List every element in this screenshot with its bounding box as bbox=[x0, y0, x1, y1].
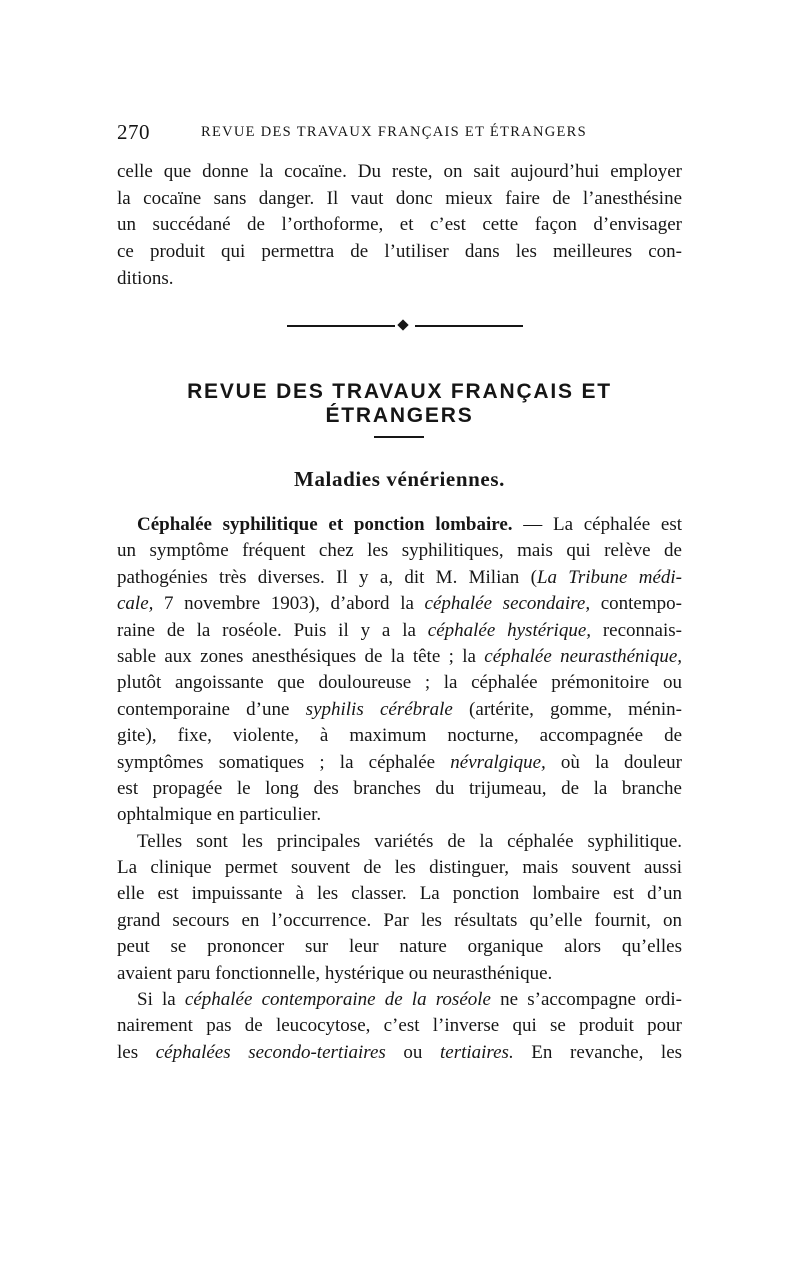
text-line: La clinique permet souvent de les distinguer, mais souvent aussi bbox=[117, 857, 682, 879]
page-number: 270 bbox=[117, 120, 150, 144]
title-rule bbox=[374, 436, 424, 438]
text-line: un succédané de l’orthoforme, et c’est cette façon d’envisager bbox=[117, 214, 682, 236]
text-line: gite), fixe, violente, à maximum nocturne, accompagnée de bbox=[117, 725, 682, 747]
text-line: raine de la roséole. Puis il y a la céphalée hystérique, reconnais- bbox=[117, 619, 682, 641]
ornament-rule-right bbox=[415, 325, 523, 327]
text-line: elle est impuissante à les classer. La ponction lombaire est d’un bbox=[117, 883, 682, 905]
running-title: REVUE DES TRAVAUX FRANÇAIS ET ÉTRANGERS bbox=[201, 124, 587, 140]
text-line: la cocaïne sans danger. Il vaut donc mieux faire de l’anesthésine bbox=[117, 187, 682, 209]
text-line: ditions. bbox=[117, 267, 174, 289]
text-line: symptômes somatiques ; la céphalée névralgique, où la douleur bbox=[117, 751, 682, 773]
text-line: ce produit qui permettra de l’utiliser dans les meilleures con- bbox=[117, 241, 682, 263]
italic-term: céphalée secondaire, bbox=[424, 593, 591, 615]
article-heading: Céphalée syphilitique et ponction lombaire. bbox=[137, 514, 513, 535]
text-line: nairement pas de leucocytose, c’est l’inverse qui se produit pour bbox=[117, 1015, 682, 1037]
text-line: grand secours en l’occurrence. Par les résultats qu’elle fournit, on bbox=[117, 909, 682, 931]
italic-term: céphalées secondo-tertiaires bbox=[155, 1041, 386, 1063]
article-body bbox=[117, 512, 682, 1066]
text-line: celle que donne la cocaïne. Du reste, on sait aujourd’hui employer bbox=[117, 161, 682, 182]
journal-title: cale, bbox=[117, 593, 154, 615]
text-line: ophtalmique en particulier. bbox=[117, 804, 322, 826]
text-line: avaient paru fonctionnelle, hystérique ou neurasthénique. bbox=[117, 962, 553, 984]
text-line: Telles sont les principales variétés de la céphalée syphilitique. bbox=[137, 830, 682, 852]
journal-title: La Tribune médi- bbox=[536, 566, 683, 588]
italic-term: névralgique, bbox=[450, 751, 546, 773]
italic-term: céphalée contemporaine de la roséole bbox=[184, 989, 491, 1011]
running-head bbox=[117, 120, 682, 144]
diamond-ornament-icon bbox=[397, 319, 408, 330]
section-subtitle: Maladies vénériennes. bbox=[294, 467, 505, 491]
text-line: les céphalées secondo-tertiaires ou tertiaires. En revanche, les bbox=[117, 1041, 683, 1063]
text-line: Céphalée syphilitique et ponction lombaire. — La céphalée est bbox=[137, 514, 682, 535]
italic-term: céphalée neurasthénique, bbox=[484, 645, 683, 667]
text-line: Si la céphalée contemporaine de la roséole ne s’accompagne ordi- bbox=[137, 989, 682, 1011]
section-title: REVUE DES TRAVAUX FRANÇAIS ET ÉTRANGERS bbox=[187, 380, 612, 427]
section-ornament bbox=[287, 318, 523, 332]
text-line: cale, 7 novembre 1903), d’abord la céphalée secondaire, contempo- bbox=[117, 593, 682, 615]
text-line: plutôt angoissante que douloureuse ; la céphalée prémonitoire ou bbox=[117, 672, 682, 694]
ornament-rule-left bbox=[287, 325, 395, 327]
text-line: sable aux zones anesthésiques de la tête ; la céphalée neurasthénique, bbox=[117, 645, 683, 667]
text-line: pathogénies très diverses. Il y a, dit M. Milian (La Tribune médi- bbox=[117, 566, 683, 588]
italic-term: céphalée hystérique, bbox=[427, 619, 592, 641]
text-line: contemporaine d’une syphilis cérébrale (artérite, gomme, ménin- bbox=[117, 698, 682, 720]
italic-term: tertiaires. bbox=[439, 1041, 514, 1063]
text-line: un symptôme fréquent chez les syphilitiques, mais qui relève de bbox=[117, 540, 682, 562]
text-line: est propagée le long des branches du trijumeau, de la branche bbox=[117, 777, 682, 799]
text-line: peut se prononcer sur leur nature organique alors qu’elles bbox=[117, 936, 682, 958]
italic-term: syphilis cérébrale bbox=[305, 698, 453, 720]
continued-paragraph bbox=[117, 159, 682, 292]
